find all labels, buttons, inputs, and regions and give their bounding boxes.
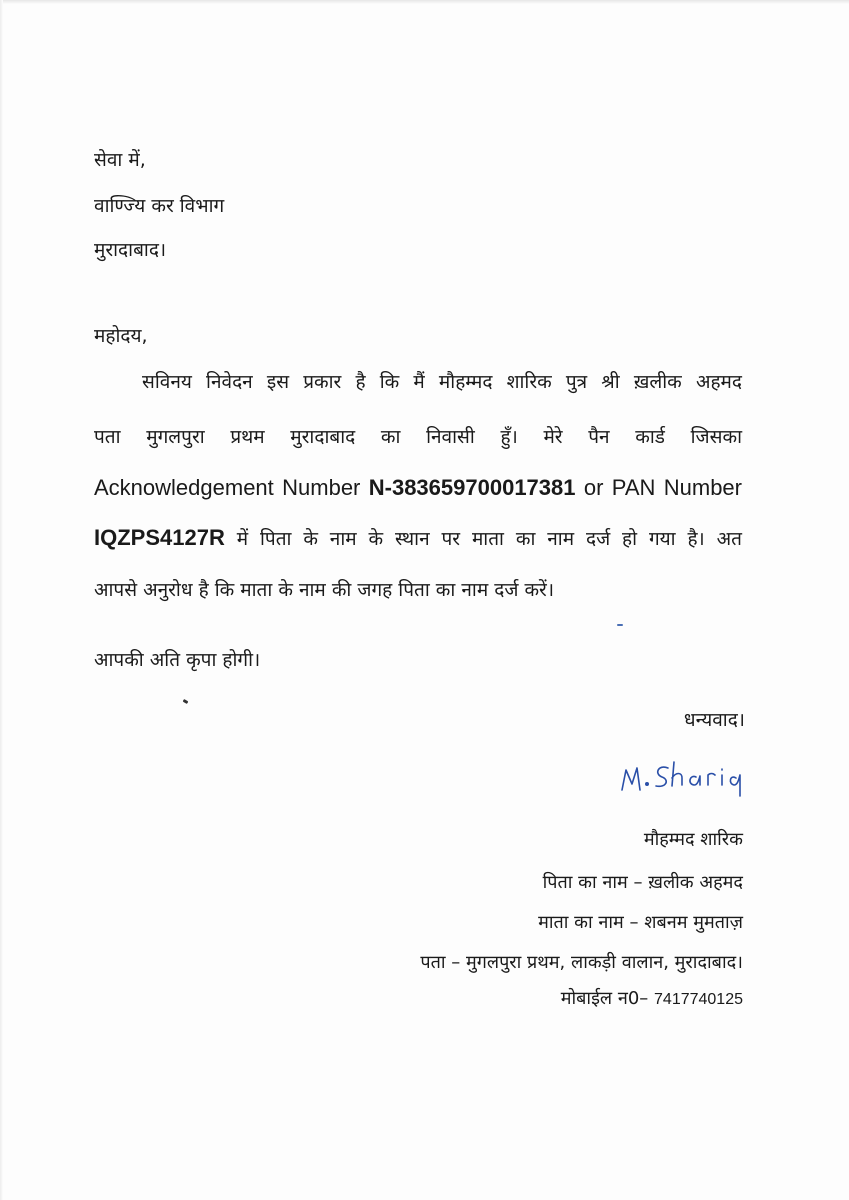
scan-edge-left <box>0 0 3 1200</box>
pan-number: IQZPS4127R <box>94 525 225 550</box>
address-line-2: वाण्ज्यि कर विभाग <box>94 195 225 217</box>
ink-speck <box>617 624 623 626</box>
scan-speck <box>183 699 189 704</box>
sender-father-name: पिता का नाम – ख़लीक अहमद <box>542 872 743 893</box>
address-line-3: मुरादाबाद। <box>94 239 167 261</box>
closing-line: आपकी अति कृपा होगी। <box>94 649 261 671</box>
body-line-2: पता मुगलपुरा प्रथम मुरादाबाद का निवासी हुँ। मेरे पैन कार्ड जिसका <box>94 426 742 448</box>
ack-number: N-383659700017381 <box>368 475 576 500</box>
mobile-label: मोबाईल न0– <box>560 988 655 1009</box>
handwritten-signature <box>616 752 776 802</box>
scan-edge-top <box>0 0 849 4</box>
body-line-4-text: में पिता के नाम के स्थान पर माता का नाम दर्ज हो गया है। अत <box>224 528 742 550</box>
mobile-number: 7417740125 <box>654 991 743 1008</box>
address-line-1: सेवा में, <box>94 149 146 171</box>
sender-name: मौहम्मद शारिक <box>643 829 743 850</box>
body-line-5: आपसे अनुरोध है कि माता के नाम की जगह पिता का नाम दर्ज करें। <box>94 579 555 601</box>
sender-address: पता – मुगलपुरा प्रथम, लाकड़ी वालान, मुरादाबाद। <box>420 952 743 973</box>
body-line-4 <box>94 526 742 551</box>
body-line-3 <box>94 476 742 501</box>
salutation: महोदय, <box>94 325 148 347</box>
sender-mobile <box>143 987 743 1012</box>
ack-label: Acknowledgement Number <box>94 475 369 500</box>
body-line-1 <box>94 370 742 394</box>
sender-mother-name: माता का नाम – शबनम मुमताज़ <box>538 912 743 933</box>
thanks-line: धन्यवाद। <box>683 709 745 731</box>
pan-label: or PAN Number <box>575 475 742 500</box>
body-line-1-text: सविनय निवेदन इस प्रकार है कि मैं मौहम्मद शारिक पुत्र श्री ख़लीक अहमद <box>142 371 742 393</box>
